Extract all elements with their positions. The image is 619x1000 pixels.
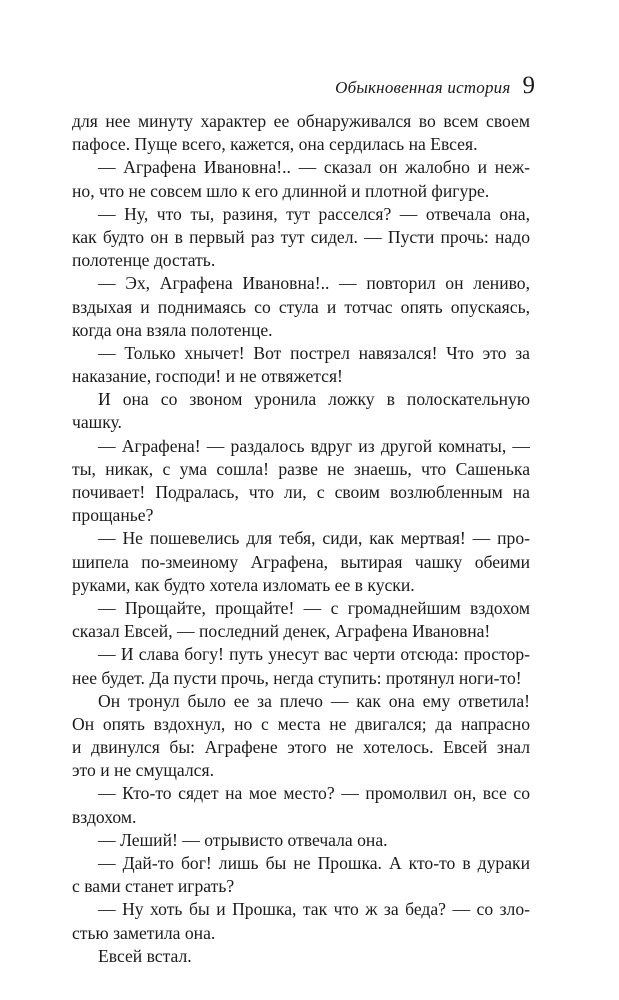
text-line: — И слава богу! путь унесут вас черти отсюда: простор-: [98, 644, 530, 665]
text-line: — Аграфена! — раздалось вдруг из другой комнаты, —: [98, 435, 530, 456]
text-line: для нее минуту характер ее обнаруживался во всем своем: [72, 111, 530, 131]
running-title: Обыкновенная история: [335, 78, 511, 97]
text-line: — Не пошевелись для тебя, сиди, как мертвая! — про-: [98, 528, 530, 549]
text-line: пафосе. Пуще всего, кажется, она сердилась на Евсея.: [72, 134, 478, 155]
text-line: почивает! Подралась, что ли, с своим возлюбленным на: [72, 482, 530, 502]
text-line: шипела по-змеиному Аграфена, вытирая чашку обеими: [72, 551, 530, 572]
text-line: стью заметила она.: [72, 922, 216, 943]
text-line: нее будет. Да пусти прочь, негда ступить: протянул ноги-то!: [72, 667, 522, 688]
text-line: Он опять вздохнул, но с места не двигался; да напрасно: [72, 713, 530, 734]
text-line: — Дай-то бог! лишь бы не Прошка. А кто-то в дураки: [98, 853, 530, 873]
text-line: вздохом.: [72, 806, 137, 827]
text-line: вздыхая и поднимаясь со стула и тотчас опять опускаясь,: [72, 296, 530, 317]
text-line: сказал Евсей, — последний денек, Аграфена Ивановна!: [72, 621, 491, 642]
page-number: 9: [522, 72, 535, 99]
text-line: наказание, господи! и не отвяжется!: [72, 366, 343, 387]
text-line: как будто он в первый раз тут сидел. — Пусти прочь: надо: [72, 226, 530, 247]
text-line: прощанье?: [72, 505, 154, 526]
text-line: — Леший! — отрывисто отвечала она.: [98, 829, 388, 850]
running-header: [335, 72, 535, 100]
text-line: ты, никак, с ума сошла! разве не знаешь, что Сашенька: [72, 458, 530, 479]
text-line: чашку.: [72, 412, 122, 433]
text-line: Он тронул было ее за плечо — как она ему ответила!: [98, 690, 530, 711]
text-line: — Прощайте, прощайте! — с громаднейшим вздохом: [98, 597, 530, 618]
text-line: — Только хнычет! Вот пострел навязался! Что это за: [98, 342, 530, 363]
text-line: — Аграфена Ивановна!.. — сказал он жалобно и неж-: [98, 157, 530, 178]
text-line: полотенце достать.: [72, 250, 216, 271]
text-line: — Ну, что ты, разиня, тут расселся? — отвечала она,: [98, 203, 530, 224]
body-text: [72, 110, 530, 968]
text-line: и двинулся бы: Аграфене этого не хотелось. Евсей знал: [72, 737, 530, 758]
text-line: когда она взяла полотенце.: [72, 319, 273, 340]
text-line: но, что не совсем шло к его длинной и плотной фигуре.: [72, 180, 490, 201]
text-line: И она со звоном уронила ложку в полоскательную: [98, 389, 530, 410]
text-line: — Эх, Аграфена Ивановна!.. — повторил он лениво,: [98, 273, 530, 294]
text-line: Евсей встал.: [98, 945, 192, 966]
text-line: это и не смущался.: [72, 760, 214, 781]
text-line: — Кто-то сядет на мое место? — промолвил он, все со: [98, 783, 530, 804]
text-line: — Ну хоть бы и Прошка, так что ж за беда? — со зло-: [98, 899, 530, 920]
text-line: с вами станет играть?: [72, 876, 235, 897]
text-line: руками, как будто хотела изломать ее в куски.: [72, 574, 415, 595]
